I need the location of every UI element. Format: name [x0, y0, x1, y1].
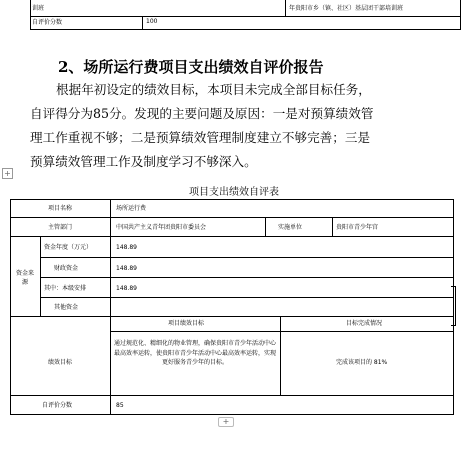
completion-header: 目标完成情况: [346, 320, 383, 327]
project-name-label: 项目名称: [48, 205, 73, 212]
prev-score-value: 100: [146, 18, 158, 25]
completion-text: 完成该项目的 81%: [336, 359, 388, 366]
section-heading: 2、场所运行费项目支出绩效自评价报告: [58, 58, 324, 76]
performance-table: [10, 199, 454, 415]
current-year-label: 其中：本级安排: [44, 285, 87, 292]
current-year-value: 148.89: [116, 285, 137, 292]
fund-total-value: 148.89: [116, 244, 137, 251]
goal-label: 绩效目标: [48, 359, 73, 366]
previous-table-fragment: [30, 0, 460, 30]
paragraph-line-3: 理工作重视不够；二是预算绩效管理制度建立不够完善；三是: [30, 130, 371, 145]
goal-header: 项目绩效目标: [168, 320, 205, 327]
paragraph-line-2: 自评得分为85分。发现的主要问题及原因：一是对预算绩效管: [30, 106, 374, 121]
dept-value: 中国共产主义青年团贵阳市委员会: [116, 224, 207, 231]
prev-cell-left: 训班: [32, 5, 45, 12]
dept-label: 主管部门: [48, 224, 73, 231]
other-fund-label: 其他资金: [54, 304, 79, 311]
project-name-value: 场所运行费: [116, 205, 147, 212]
impl-value: 贵阳市青少年宫: [336, 224, 379, 231]
fund-source-label: 资金来源: [15, 270, 34, 286]
table-move-handle-icon[interactable]: +: [2, 168, 13, 179]
fund-total-label: 资金年度（万元）: [44, 244, 93, 251]
add-row-icon[interactable]: +: [218, 417, 234, 427]
prev-cell-right: 年贵阳市乡（镇、社区）基层团干部培训班: [289, 5, 404, 12]
row-resize-marker-top: [451, 286, 456, 287]
report-paragraph: [30, 78, 450, 174]
score-label: 自评价分数: [42, 402, 73, 409]
score-value: 85: [116, 402, 124, 409]
fiscal-label: 财政资金: [54, 265, 79, 272]
row-resize-marker: [455, 286, 456, 326]
impl-label: 实施单位: [278, 224, 303, 231]
fiscal-value: 148.89: [116, 265, 137, 272]
table-title: 项目支出绩效自评表: [189, 187, 279, 198]
goal-text: 通过规范化、精细化的物业管理，确保贵阳市青少年活动中心最高效率运转，使贵阳市青少年活动中心最高效率运转，实现更好服务青少年的目标。: [114, 340, 277, 366]
prev-score-label: 自评价分数: [32, 19, 63, 26]
paragraph-line-1: 根据年初设定的绩效目标，本项目未完成全部目标任务，: [56, 82, 371, 97]
row-resize-marker-bottom: [451, 325, 456, 326]
paragraph-line-4: 预算绩效管理工作及制度学习不够深入。: [30, 154, 257, 169]
